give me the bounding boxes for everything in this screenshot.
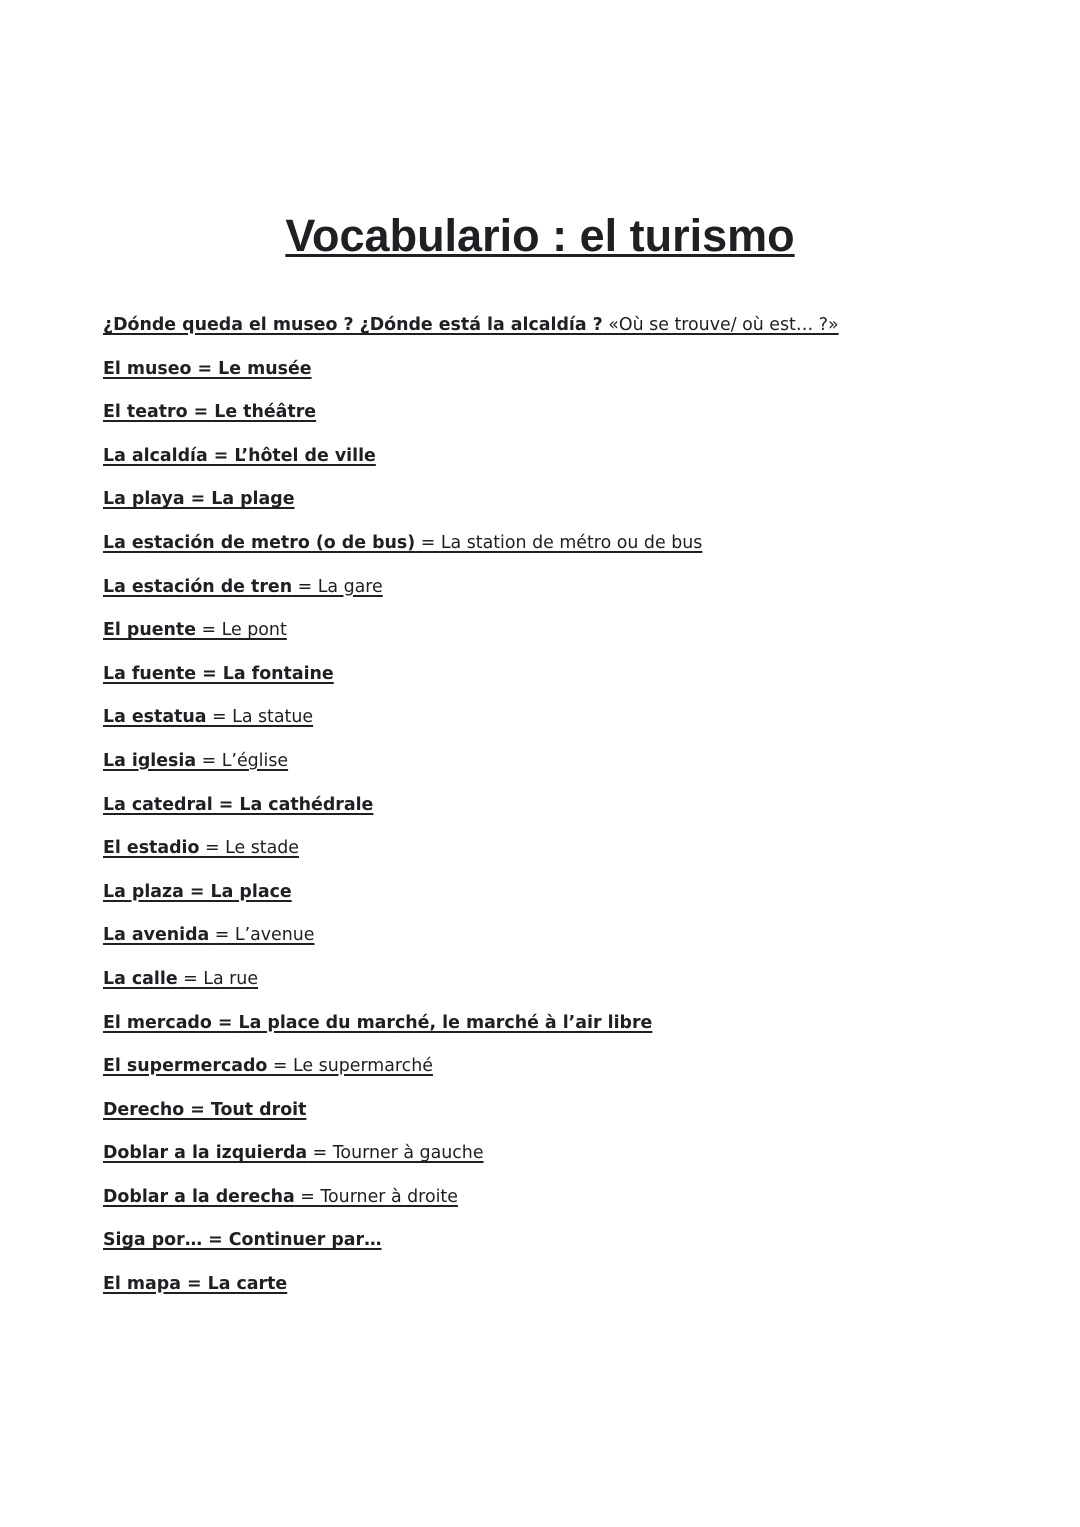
vocab-spanish-term: La iglesia [103, 750, 197, 771]
vocab-french-translation: = Le supermarché [267, 1056, 433, 1077]
vocab-spanish-term: El mapa = La carte [103, 1274, 288, 1295]
vocab-spanish-term: Siga por… = Continuer par… [103, 1230, 382, 1251]
vocab-spanish-term: Derecho = Tout droit [103, 1099, 307, 1120]
vocab-french-translation: = Le pont [196, 620, 287, 641]
vocab-spanish-term: El estadio [103, 838, 200, 859]
vocab-french-translation: = La gare [292, 576, 383, 597]
vocab-spanish-term: El museo = Le musée [103, 358, 312, 379]
page-title: Vocabulario : el turismo [285, 210, 795, 261]
vocabulary-list [103, 312, 839, 1315]
vocab-spanish-term: La estación de tren [103, 576, 293, 597]
vocab-french-translation: «Où se trouve/ où est… ?» [602, 315, 839, 335]
vocab-entry [103, 879, 839, 923]
vocab-french-translation: = La statue [206, 707, 314, 728]
vocab-spanish-term: La estatua [103, 707, 207, 728]
vocab-entry [103, 704, 839, 748]
vocab-entry [103, 399, 839, 443]
vocab-entry [103, 356, 839, 400]
vocab-french-translation: = La rue [177, 968, 259, 989]
vocab-spanish-term: El supermercado [103, 1056, 268, 1077]
vocab-french-translation: = Tourner à gauche [307, 1143, 484, 1164]
vocab-french-translation: = L’avenue [209, 925, 315, 946]
vocab-entry [103, 1010, 839, 1054]
vocab-entry [103, 530, 839, 574]
vocab-entry [103, 1097, 839, 1141]
vocab-entry [103, 792, 839, 836]
vocab-french-translation: = Le stade [199, 838, 299, 859]
vocab-entry [103, 966, 839, 1010]
vocab-spanish-term: El puente [103, 620, 197, 641]
vocab-spanish-term: La calle [103, 968, 178, 989]
vocab-entry [103, 574, 839, 618]
vocab-french-translation: = L’église [196, 750, 289, 771]
vocab-entry [103, 1184, 839, 1228]
vocab-spanish-term: La playa = La plage [103, 489, 295, 510]
vocab-entry [103, 1053, 839, 1097]
vocab-entry [103, 835, 839, 879]
vocab-spanish-term: La alcaldía = L’hôtel de ville [103, 445, 376, 466]
vocab-entry [103, 312, 839, 356]
vocab-entry [103, 486, 839, 530]
vocab-entry [103, 1140, 839, 1184]
vocab-entry [103, 617, 839, 661]
vocab-entry [103, 922, 839, 966]
vocab-entry [103, 661, 839, 705]
vocab-entry [103, 1271, 839, 1315]
vocab-spanish-term: La avenida [103, 925, 210, 946]
vocab-spanish-term: ¿Dónde queda el museo ? ¿Dónde está la alcaldía ? [103, 315, 603, 335]
vocab-spanish-term: La fuente = La fontaine [103, 663, 334, 684]
vocab-entry [103, 748, 839, 792]
vocab-spanish-term: El mercado = La place du marché, le marché à l’air libre [103, 1012, 653, 1033]
vocab-entry [103, 1227, 839, 1271]
vocab-spanish-term: La catedral = La cathédrale [103, 794, 374, 815]
vocab-french-translation: = La station de métro ou de bus [415, 532, 703, 553]
vocab-entry [103, 443, 839, 487]
vocab-spanish-term: Doblar a la derecha [103, 1186, 295, 1207]
vocab-spanish-term: El teatro = Le théâtre [103, 402, 317, 423]
vocab-french-translation: = Tourner à droite [294, 1186, 458, 1207]
vocab-spanish-term: La estación de metro (o de bus) [103, 532, 416, 553]
vocab-spanish-term: La plaza = La place [103, 881, 292, 902]
vocab-spanish-term: Doblar a la izquierda [103, 1143, 308, 1164]
